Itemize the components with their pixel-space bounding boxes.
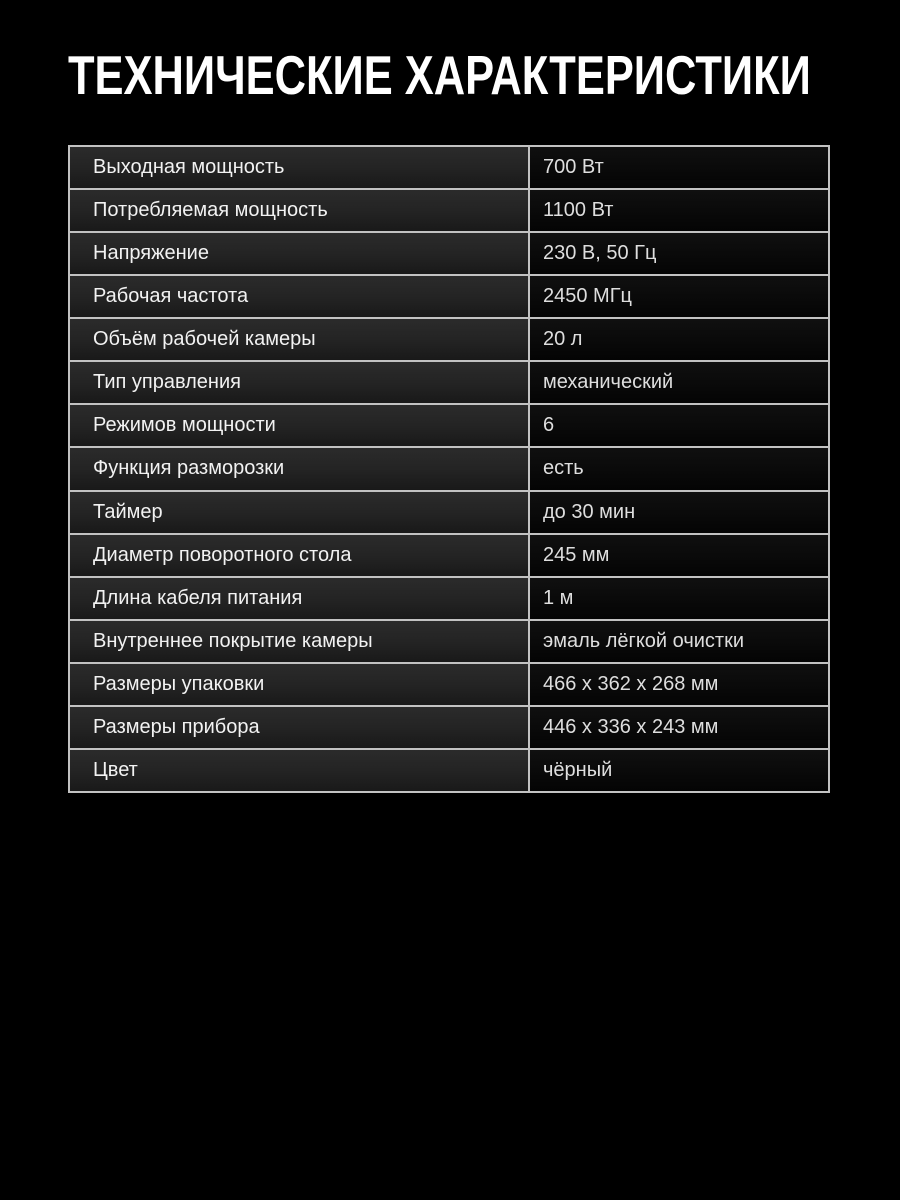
spec-label: Таймер bbox=[69, 491, 529, 534]
table-row bbox=[69, 447, 829, 490]
table-row bbox=[69, 663, 829, 706]
table-row bbox=[69, 534, 829, 577]
page-title: ТЕХНИЧЕСКИЕ ХАРАКТЕРИСТИКИ bbox=[68, 44, 811, 106]
spec-value: 6 bbox=[529, 404, 829, 447]
table-row bbox=[69, 275, 829, 318]
spec-label: Выходная мощность bbox=[69, 146, 529, 189]
spec-label: Длина кабеля питания bbox=[69, 577, 529, 620]
spec-label: Объём рабочей камеры bbox=[69, 318, 529, 361]
spec-value: чёрный bbox=[529, 749, 829, 792]
spec-table-body bbox=[69, 146, 829, 792]
table-row bbox=[69, 361, 829, 404]
spec-label: Напряжение bbox=[69, 232, 529, 275]
spec-value: 2450 МГц bbox=[529, 275, 829, 318]
table-row bbox=[69, 404, 829, 447]
table-row bbox=[69, 146, 829, 189]
spec-value: эмаль лёгкой очистки bbox=[529, 620, 829, 663]
spec-value: 466 х 362 х 268 мм bbox=[529, 663, 829, 706]
spec-value: 1100 Вт bbox=[529, 189, 829, 232]
spec-label: Рабочая частота bbox=[69, 275, 529, 318]
spec-table bbox=[68, 145, 830, 793]
spec-value: до 30 мин bbox=[529, 491, 829, 534]
spec-label: Функция разморозки bbox=[69, 447, 529, 490]
spec-label: Внутреннее покрытие камеры bbox=[69, 620, 529, 663]
table-row bbox=[69, 318, 829, 361]
spec-value: механический bbox=[529, 361, 829, 404]
spec-label: Цвет bbox=[69, 749, 529, 792]
table-row bbox=[69, 491, 829, 534]
spec-label: Потребляемая мощность bbox=[69, 189, 529, 232]
spec-value: 700 Вт bbox=[529, 146, 829, 189]
spec-value: 446 х 336 х 243 мм bbox=[529, 706, 829, 749]
spec-label: Размеры прибора bbox=[69, 706, 529, 749]
spec-label: Режимов мощности bbox=[69, 404, 529, 447]
table-row bbox=[69, 620, 829, 663]
spec-value: 20 л bbox=[529, 318, 829, 361]
spec-label: Размеры упаковки bbox=[69, 663, 529, 706]
table-row bbox=[69, 577, 829, 620]
table-row bbox=[69, 232, 829, 275]
table-row bbox=[69, 749, 829, 792]
spec-value: есть bbox=[529, 447, 829, 490]
spec-label: Тип управления bbox=[69, 361, 529, 404]
spec-label: Диаметр поворотного стола bbox=[69, 534, 529, 577]
table-row bbox=[69, 706, 829, 749]
spec-value: 245 мм bbox=[529, 534, 829, 577]
spec-value: 230 В, 50 Гц bbox=[529, 232, 829, 275]
table-row bbox=[69, 189, 829, 232]
spec-value: 1 м bbox=[529, 577, 829, 620]
